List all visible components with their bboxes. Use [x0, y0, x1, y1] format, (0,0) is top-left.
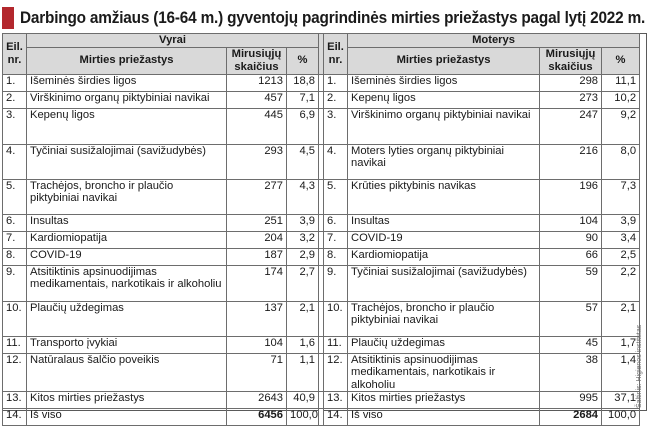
source-note: Šaltinis: Higienos institutas [636, 324, 643, 408]
cause-women: Virškinimo organų piktybiniai navikai [348, 108, 540, 144]
row-number-men: 4. [3, 144, 27, 179]
percent-women: 2,5 [602, 248, 640, 265]
percent-men: 2,1 [287, 301, 319, 336]
percent-women: 9,2 [602, 108, 640, 144]
percent-women: 100,0 [602, 409, 640, 426]
percent-men: 2,9 [287, 248, 319, 265]
percent-men: 3,9 [287, 214, 319, 231]
percent-women: 11,1 [602, 74, 640, 91]
row-number-men: 10. [3, 301, 27, 336]
row-number-men: 7. [3, 231, 27, 248]
table-row [3, 179, 640, 214]
row-number-men: 12. [3, 353, 27, 392]
header-pct-men: % [287, 47, 319, 74]
row-number-men: 11. [3, 336, 27, 353]
table-row [3, 144, 640, 179]
cause-men: Išeminės širdies ligos [27, 74, 227, 91]
cause-men: Atsitiktinis apsinuodijimas medikamentais, narkotikais ir alkoholiu [27, 265, 227, 301]
cause-men: Virškinimo organų piktybiniai navikai [27, 91, 227, 108]
row-number-women: 4. [324, 144, 348, 179]
title-row [2, 5, 646, 31]
cause-men: Trachėjos, broncho ir plaučio piktybiniai navikai [27, 179, 227, 214]
count-women: 298 [540, 74, 602, 91]
cause-men: Kepenų ligos [27, 108, 227, 144]
count-women: 45 [540, 336, 602, 353]
percent-men: 7,1 [287, 91, 319, 108]
header-cause-men: Mirties priežastys [27, 47, 227, 74]
count-women: 2684 [540, 409, 602, 426]
cause-women: Kitos mirties priežastys [348, 392, 540, 409]
count-women: 995 [540, 392, 602, 409]
count-men: 1213 [227, 74, 287, 91]
table-row [3, 214, 640, 231]
cause-women: Išeminės širdies ligos [348, 74, 540, 91]
percent-men: 4,3 [287, 179, 319, 214]
count-men: 457 [227, 91, 287, 108]
table-row [3, 301, 640, 336]
row-number-women: 13. [324, 392, 348, 409]
count-women: 104 [540, 214, 602, 231]
count-women: 273 [540, 91, 602, 108]
row-number-women: 5. [324, 179, 348, 214]
percent-women: 7,3 [602, 179, 640, 214]
count-men: 137 [227, 301, 287, 336]
row-number-women: 12. [324, 353, 348, 392]
row-number-women: 11. [324, 336, 348, 353]
table-row [3, 353, 640, 392]
cause-women: Iš viso [348, 409, 540, 426]
count-men: 2643 [227, 392, 287, 409]
table-row [3, 91, 640, 108]
cause-men: Natūralaus šalčio poveikis [27, 353, 227, 392]
count-men: 204 [227, 231, 287, 248]
percent-women: 3,9 [602, 214, 640, 231]
cause-women: Atsitiktinis apsinuodijimas medikamentais, narkotikais ir alkoholiu [348, 353, 540, 392]
table-row [3, 74, 640, 91]
row-number-men: 5. [3, 179, 27, 214]
cause-women: Krūties piktybinis navikas [348, 179, 540, 214]
row-number-men: 13. [3, 392, 27, 409]
row-number-women: 9. [324, 265, 348, 301]
row-number-women: 2. [324, 91, 348, 108]
cause-men: COVID-19 [27, 248, 227, 265]
table-row [3, 265, 640, 301]
percent-men: 40,9 [287, 392, 319, 409]
cause-men: Iš viso [27, 409, 227, 426]
cause-women: Insultas [348, 214, 540, 231]
count-men: 277 [227, 179, 287, 214]
row-number-women: 1. [324, 74, 348, 91]
table-row [3, 392, 640, 409]
header-men: Vyrai [27, 34, 319, 48]
row-number-women: 6. [324, 214, 348, 231]
count-women: 38 [540, 353, 602, 392]
table-row [3, 108, 640, 144]
count-women: 90 [540, 231, 602, 248]
percent-women: 10,2 [602, 91, 640, 108]
row-number-men: 3. [3, 108, 27, 144]
percent-men: 1,1 [287, 353, 319, 392]
row-number-women: 3. [324, 108, 348, 144]
count-women: 196 [540, 179, 602, 214]
percent-men: 4,5 [287, 144, 319, 179]
row-number-men: 6. [3, 214, 27, 231]
table-row [3, 336, 640, 353]
count-men: 251 [227, 214, 287, 231]
percent-men: 1,6 [287, 336, 319, 353]
percent-men: 6,9 [287, 108, 319, 144]
count-women: 59 [540, 265, 602, 301]
header-nr-men: Eil. nr. [3, 34, 27, 75]
row-number-women: 7. [324, 231, 348, 248]
cause-women: Kardiomiopatija [348, 248, 540, 265]
cause-women: Moters lyties organų piktybiniai navikai [348, 144, 540, 179]
count-men: 174 [227, 265, 287, 301]
count-men: 187 [227, 248, 287, 265]
percent-women: 3,4 [602, 231, 640, 248]
header-cause-women: Mirties priežastys [348, 47, 540, 74]
count-men: 71 [227, 353, 287, 392]
page-title: Darbingo amžiaus (16-64 m.) gyventojų pagrindinės mirties priežastys pagal lytį 2022 m. [20, 8, 646, 27]
percent-women: 2,1 [602, 301, 640, 336]
count-men: 293 [227, 144, 287, 179]
cause-women: COVID-19 [348, 231, 540, 248]
table-row [3, 231, 640, 248]
cause-women: Trachėjos, broncho ir plaučio piktybiniai navikai [348, 301, 540, 336]
percent-women: 1,4 [602, 353, 640, 392]
cause-men: Kardiomiopatija [27, 231, 227, 248]
percent-men: 18,8 [287, 74, 319, 91]
row-number-men: 14. [3, 409, 27, 426]
count-men: 445 [227, 108, 287, 144]
percent-women: 2,2 [602, 265, 640, 301]
percent-men: 2,7 [287, 265, 319, 301]
mortality-table [2, 33, 640, 426]
title-marker [2, 7, 14, 29]
count-women: 247 [540, 108, 602, 144]
percent-women: 1,7 [602, 336, 640, 353]
percent-women: 37,1 [602, 392, 640, 409]
table-row [3, 409, 640, 426]
count-men: 104 [227, 336, 287, 353]
count-women: 57 [540, 301, 602, 336]
row-number-women: 10. [324, 301, 348, 336]
percent-men: 3,2 [287, 231, 319, 248]
row-number-men: 2. [3, 91, 27, 108]
header-nr-women: Eil. nr. [324, 34, 348, 75]
percent-women: 8,0 [602, 144, 640, 179]
header-women: Moterys [348, 34, 640, 48]
count-men: 6456 [227, 409, 287, 426]
cause-men: Tyčiniai susižalojimai (savižudybės) [27, 144, 227, 179]
row-number-women: 14. [324, 409, 348, 426]
header-pct-women: % [602, 47, 640, 74]
row-number-men: 1. [3, 74, 27, 91]
cause-women: Tyčiniai susižalojimai (savižudybės) [348, 265, 540, 301]
count-women: 216 [540, 144, 602, 179]
cause-women: Kepenų ligos [348, 91, 540, 108]
cause-men: Kitos mirties priežastys [27, 392, 227, 409]
cause-men: Plaučių uždegimas [27, 301, 227, 336]
row-number-women: 8. [324, 248, 348, 265]
header-count-women: Mirusiųjų skaičius [540, 47, 602, 74]
percent-men: 100,0 [287, 409, 319, 426]
cause-women: Plaučių uždegimas [348, 336, 540, 353]
count-women: 66 [540, 248, 602, 265]
table-row [3, 248, 640, 265]
cause-men: Transporto įvykiai [27, 336, 227, 353]
table-body [3, 74, 640, 426]
row-number-men: 8. [3, 248, 27, 265]
cause-men: Insultas [27, 214, 227, 231]
header-count-men: Mirusiųjų skaičius [227, 47, 287, 74]
row-number-men: 9. [3, 265, 27, 301]
